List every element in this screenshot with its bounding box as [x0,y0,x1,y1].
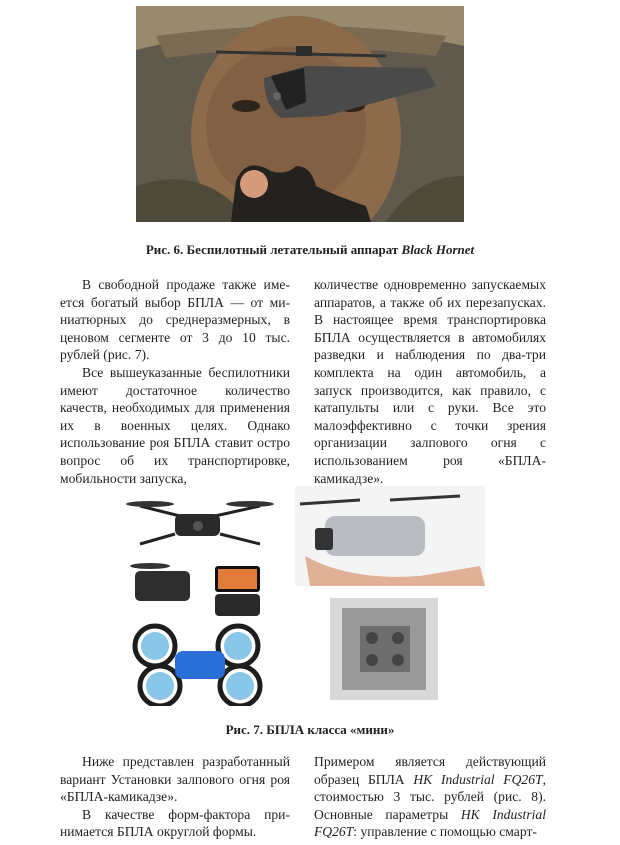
figure-6-caption [0,242,620,258]
figure-7-caption: Рис. 7. БПЛА класса «мини» [225,722,395,737]
paragraph: В качестве форм-фактора принимается БПЛА округлой формы. [60,806,290,840]
grey-drone-in-hand-image [295,486,485,586]
text-column-1 [60,276,290,487]
text-run-italic: HK Industrial FQ26T [314,806,546,840]
figure-6-photo [136,6,464,222]
text-column-3 [60,753,290,841]
folded-drone-image [130,563,260,616]
figure-6-caption-text: Рис. 6. Беспилотный летательный аппарат [145,242,402,257]
black-hornet-photo [136,6,464,222]
text-run: , стоимостью 3 тыс. рублей (рис. 8). Основные параметры [314,771,546,822]
figure-7-photos [120,486,500,706]
black-quadcopter-image [126,501,274,544]
paragraph: Ниже представлен разработанный вариант Установки залпового огня роя «БПЛА-камикадзе». [60,754,290,805]
paragraph: В свободной продаже также имеется богатый выбор БПЛА — от миниатюрных до среднеразмерных, в ценовом сегменте от 3 до 10 тыс. рублей (рис. 7). [60,277,290,363]
paragraph: Все вышеуказанные беспилотники имеют достаточное количество качеств, необходимых для применения их в военных целях. Однако использование роя БПЛА ставит остро вопрос об их транспортировке, мобильности запуска, [60,364,290,486]
paragraph: количестве одновременно запускаемых аппаратов, а также об их перезапусках. В настоящее время транспортировка БПЛА осуществляется в автомобилях разведки и наблюдения по два-три комплекта на один автомобиль, а запуск производится, как правило, с катапульты или с руки. Все это малоэффективно с точки зрения организации залпового огня с использованием роя «БПЛА-камикадзе». [314,277,546,486]
text-run-italic: HK Industrial FQ26T [413,771,543,787]
text-column-2 [314,276,546,487]
mini-drones-collage [120,486,500,706]
text-run: Примером является действующий образец БПЛА [314,754,546,787]
drone-case-image [330,598,438,700]
blue-round-drone-image [135,626,260,706]
text-column-4 [314,753,546,841]
paragraph [314,753,546,841]
figure-6-caption-italic: Black Hornet [401,242,475,257]
text-run: : управление с помощью смарт- [353,824,537,840]
